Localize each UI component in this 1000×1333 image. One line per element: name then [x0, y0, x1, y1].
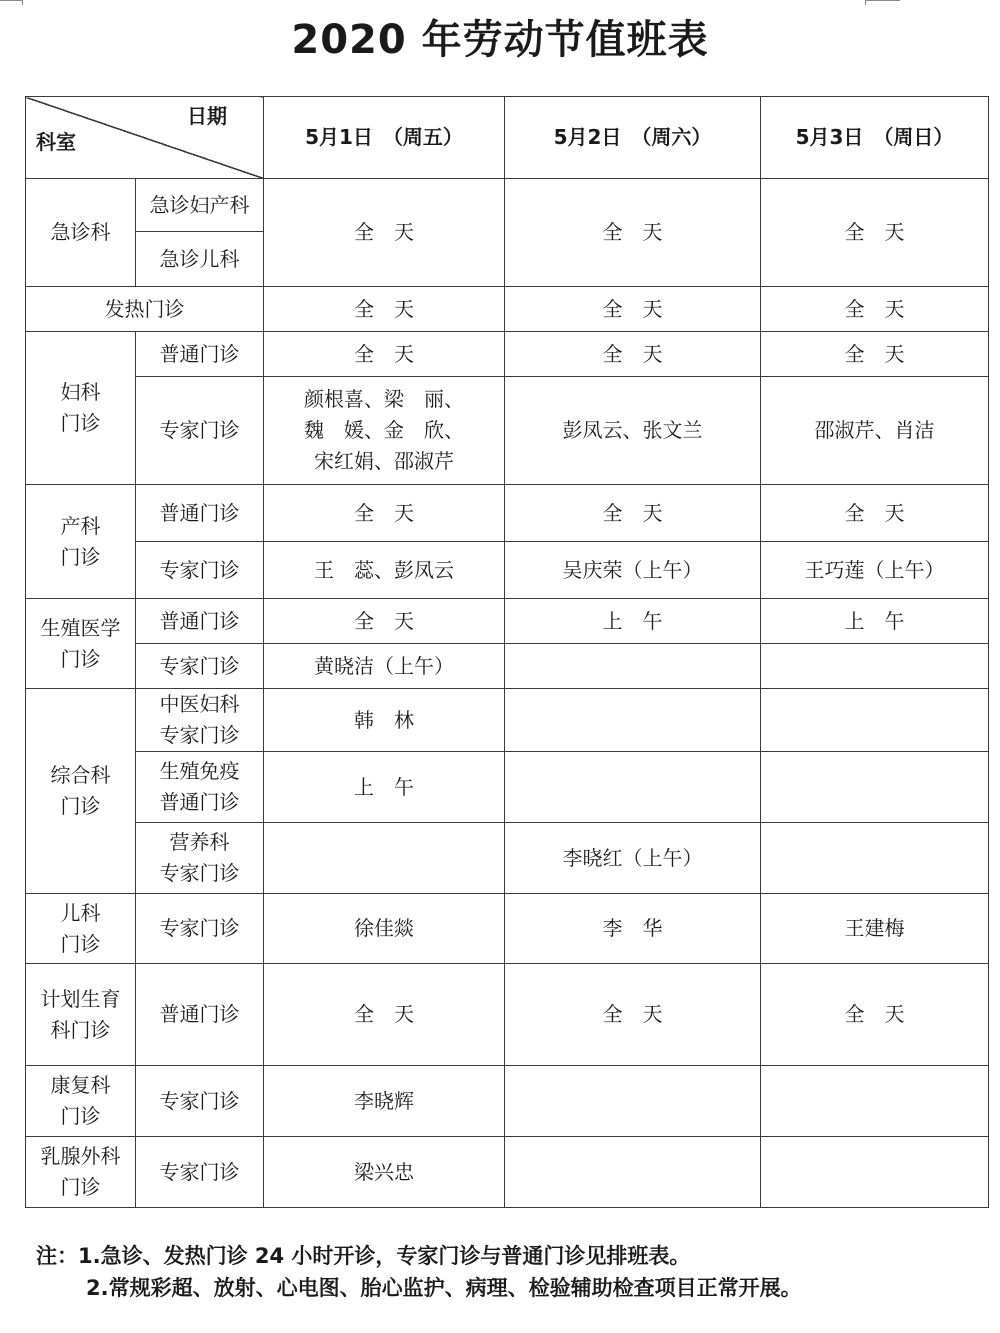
table-row	[26, 485, 989, 542]
date-header-may3: 5月3日 （周日）	[761, 97, 989, 179]
table-row	[26, 823, 989, 894]
corner-crop-mark-left	[0, 0, 23, 5]
date-header-may1: 5月1日 （周五）	[264, 97, 505, 179]
subdept-repro-general: 普通门诊	[136, 599, 264, 644]
cell-gyn-general-may1: 全 天	[264, 332, 505, 377]
cell-rehab-may1: 李晓辉	[264, 1066, 505, 1137]
cell-family-may1: 全 天	[264, 964, 505, 1066]
subdept-family-general: 普通门诊	[136, 964, 264, 1066]
table-row	[26, 179, 989, 232]
cell-nutrition-may2: 李晓红（上午）	[505, 823, 761, 894]
cell-breast-may1: 梁兴忠	[264, 1137, 505, 1208]
cell-repro-immunity-may1: 上 午	[264, 752, 505, 823]
cell-gyn-general-may3: 全 天	[761, 332, 989, 377]
cell-breast-may3	[761, 1137, 989, 1208]
corner-crop-mark-right	[865, 0, 900, 5]
dept-rehabilitation: 康复科 门诊	[26, 1066, 136, 1137]
cell-repro-general-may2: 上 午	[505, 599, 761, 644]
date-axis-label: 日期	[187, 104, 227, 128]
dept-breast-surgery: 乳腺外科 门诊	[26, 1137, 136, 1208]
footnote	[36, 1240, 802, 1304]
cell-breast-may2	[505, 1137, 761, 1208]
cell-obs-expert-may3: 王巧莲（上午）	[761, 542, 989, 599]
subdept-rehab-expert: 专家门诊	[136, 1066, 264, 1137]
table-row	[26, 542, 989, 599]
cell-repro-expert-may2	[505, 644, 761, 689]
cell-gyn-expert-may2: 彭凤云、张文兰	[505, 377, 761, 485]
duty-schedule-table	[25, 96, 989, 1208]
table-row	[26, 287, 989, 332]
subdept-nutrition-expert: 营养科 专家门诊	[136, 823, 264, 894]
cell-repro-general-may3: 上 午	[761, 599, 989, 644]
cell-emergency-may2: 全 天	[505, 179, 761, 287]
cell-nutrition-may1	[264, 823, 505, 894]
cell-emergency-may3: 全 天	[761, 179, 989, 287]
table-row	[26, 1066, 989, 1137]
table-row	[26, 964, 989, 1066]
subdept-emergency-peds: 急诊儿科	[136, 232, 264, 287]
footnote-line-2: 2.常规彩超、放射、心电图、胎心监护、病理、检验辅助检查项目正常开展。	[86, 1276, 802, 1300]
table-row	[26, 894, 989, 964]
cell-peds-may1: 徐佳燚	[264, 894, 505, 964]
cell-obs-general-may2: 全 天	[505, 485, 761, 542]
table-header-row	[26, 97, 989, 179]
subdept-peds-expert: 专家门诊	[136, 894, 264, 964]
subdept-repro-immunity-general: 生殖免疫 普通门诊	[136, 752, 264, 823]
cell-obs-general-may3: 全 天	[761, 485, 989, 542]
date-header-may2: 5月2日 （周六）	[505, 97, 761, 179]
cell-repro-expert-may1: 黄晓洁（上午）	[264, 644, 505, 689]
cell-peds-may3: 王建梅	[761, 894, 989, 964]
expert-names-line: 宋红娟、邵淑芹	[314, 449, 454, 473]
cell-fever-may3: 全 天	[761, 287, 989, 332]
cell-tcm-gyn-may3	[761, 689, 989, 752]
subdept-tcm-gyn-expert: 中医妇科 专家门诊	[136, 689, 264, 752]
subdept-gyn-expert: 专家门诊	[136, 377, 264, 485]
cell-tcm-gyn-may2	[505, 689, 761, 752]
subdept-obs-expert: 专家门诊	[136, 542, 264, 599]
cell-gyn-expert-may1	[264, 377, 505, 485]
cell-family-may2: 全 天	[505, 964, 761, 1066]
cell-obs-general-may1: 全 天	[264, 485, 505, 542]
cell-nutrition-may3	[761, 823, 989, 894]
dept-emergency: 急诊科	[26, 179, 136, 287]
cell-repro-expert-may3	[761, 644, 989, 689]
cell-peds-may2: 李 华	[505, 894, 761, 964]
expert-names-line: 颜根喜、梁 丽、	[304, 387, 464, 411]
cell-obs-expert-may1: 王 蕊、彭凤云	[264, 542, 505, 599]
dept-pediatrics: 儿科 门诊	[26, 894, 136, 964]
table-row	[26, 689, 989, 752]
diagonal-header-cell	[26, 97, 264, 179]
subdept-gyn-general: 普通门诊	[136, 332, 264, 377]
dept-gynecology: 妇科 门诊	[26, 332, 136, 485]
subdept-obs-general: 普通门诊	[136, 485, 264, 542]
table-row	[26, 377, 989, 485]
cell-gyn-expert-may3: 邵淑芹、肖洁	[761, 377, 989, 485]
dept-reproductive-medicine: 生殖医学 门诊	[26, 599, 136, 689]
subdept-emergency-obgyn: 急诊妇产科	[136, 179, 264, 232]
cell-repro-immunity-may3	[761, 752, 989, 823]
table-row	[26, 599, 989, 644]
table-row	[26, 752, 989, 823]
cell-fever-may1: 全 天	[264, 287, 505, 332]
cell-rehab-may2	[505, 1066, 761, 1137]
table-row	[26, 644, 989, 689]
cell-emergency-may1: 全 天	[264, 179, 505, 287]
dept-obstetrics: 产科 门诊	[26, 485, 136, 599]
subdept-breast-expert: 专家门诊	[136, 1137, 264, 1208]
department-axis-label: 科室	[36, 130, 76, 154]
footnote-line-1: 注：1.急诊、发热门诊 24 小时开诊，专家门诊与普通门诊见排班表。	[36, 1244, 691, 1268]
cell-repro-general-may1: 全 天	[264, 599, 505, 644]
dept-family-planning: 计划生育 科门诊	[26, 964, 136, 1066]
cell-rehab-may3	[761, 1066, 989, 1137]
table-row	[26, 1137, 989, 1208]
dept-fever-clinic: 发热门诊	[26, 287, 264, 332]
cell-fever-may2: 全 天	[505, 287, 761, 332]
cell-tcm-gyn-may1: 韩 林	[264, 689, 505, 752]
page-title: 2020 年劳动节值班表	[291, 17, 709, 63]
dept-comprehensive: 综合科 门诊	[26, 689, 136, 894]
table-row	[26, 332, 989, 377]
cell-repro-immunity-may2	[505, 752, 761, 823]
cell-obs-expert-may2: 吴庆荣（上午）	[505, 542, 761, 599]
cell-family-may3: 全 天	[761, 964, 989, 1066]
cell-gyn-general-may2: 全 天	[505, 332, 761, 377]
expert-names-line: 魏 媛、金 欣、	[304, 418, 464, 442]
subdept-repro-expert: 专家门诊	[136, 644, 264, 689]
